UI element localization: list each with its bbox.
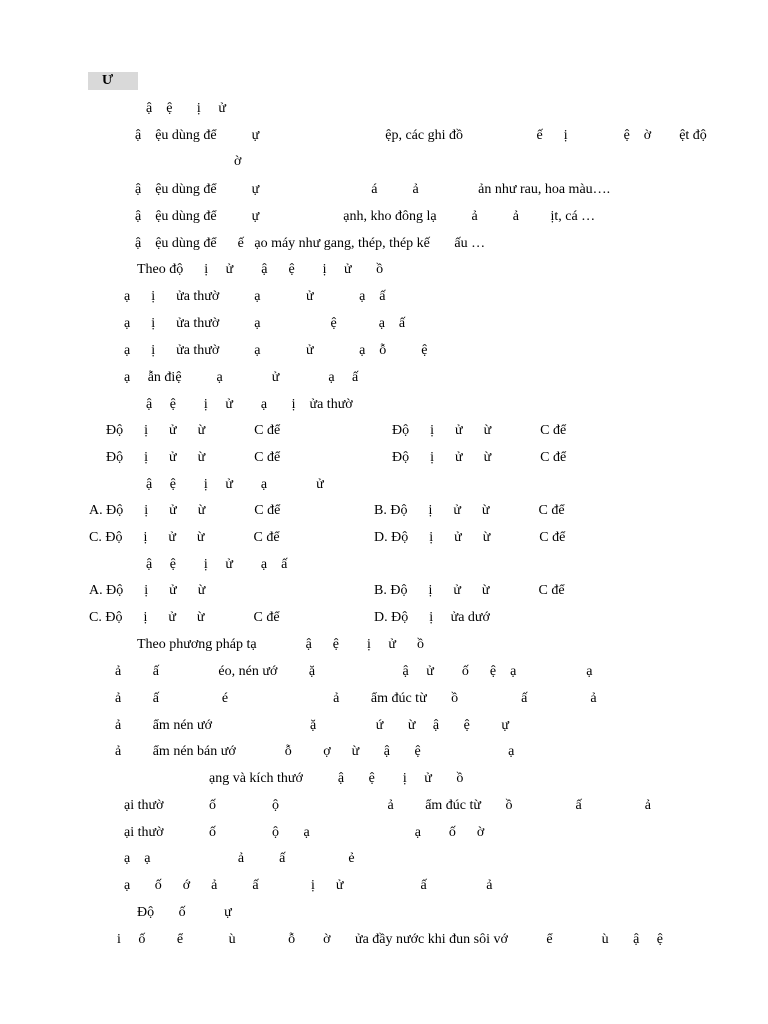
question-text: ậ ệ ị ử ạ ấ [146,557,288,572]
text-line: ờ [234,154,242,169]
answer-option-d: D. Độ ị ử ừ C để [374,530,566,545]
text-line: ả ẩm nén bán ướ ỗ ợ ừ ậ ệ ạ [115,744,515,759]
answer-option-c: C. Độ ị ử ừ C để [89,610,280,625]
text-line: ạ ố ớ ả ấ ị ử ấ ả [124,878,493,893]
answer-option-c: C. Độ ị ử ừ C để [89,530,280,545]
text-line: Theo độ ị ử ậ ệ ị ử ồ [137,262,384,277]
text-line: Độ ị ử ừ C để [392,450,567,465]
text-line: Độ ố ự [137,905,232,920]
text-line: ạ ẫn điệ ạ ử ạ ấ [124,370,359,385]
text-line: ả ẩm nén ướ ặ ứ ừ ậ ệ ự [115,718,509,733]
text-line: ậ ệu dùng để ự á ả ản như rau, hoa màu…. [135,182,611,197]
text-line: ại thườ ố ộ ả ẩm đúc từ ồ ấ ả [124,798,651,813]
text-line: ạ ị ửa thườ ạ ử ạ ỗ ệ [124,343,428,358]
answer-option-a: A. Độ ị ử ừ C để [89,503,281,518]
text-line: ậ ệu dùng để ự ệp, các ghi đồ ế ị ệ ờ ệt độ [135,128,707,143]
text-line: Theo phương pháp tạ ậ ệ ị ử ồ [137,637,424,652]
text-line: ạ ị ửa thườ ạ ử ạ ấ [124,289,386,304]
text-line: ậ ệu dùng để ế ạo máy như gang, thép, thép kế ấu … [135,236,486,251]
text-line: Độ ị ử ừ C để [106,423,281,438]
text-line: ạ ị ửa thườ ạ ệ ạ ấ [124,316,406,331]
text-line: ại thườ ố ộ ạ ạ ố ờ [124,825,485,840]
answer-option-b: B. Độ ị ử ừ C để [374,503,565,518]
text-line: ậ ệ ị ử [146,101,226,116]
answer-option-b: B. Độ ị ử ừ C để [374,583,565,598]
question-text: ậ ệ ị ử ạ ử [146,477,324,492]
text-line: ạng và kích thướ ậ ệ ị ử ồ [209,771,464,786]
text-line: ả ấ éo, nén ướ ặ ậ ử ố ệ ạ ạ [115,664,593,679]
section-header-label: Ư [102,73,114,88]
text-line: ả ấ é ả ẩm đúc từ ồ ấ ả [115,691,597,706]
text-line: Độ ị ử ừ C để [392,423,567,438]
section-header [88,72,138,90]
text-line: Độ ị ử ừ C để [106,450,281,465]
text-line: ậ ệu dùng để ự ạnh, kho đông lạ ả ả ịt, cá … [135,209,596,224]
text-line: ậ ệ ị ử ạ ị ửa thườ [146,397,353,412]
text-line: ạ ạ ả ấ ẻ [124,851,355,866]
answer-option-d: D. Độ ị ửa dướ [374,610,490,625]
answer-option-a: A. Độ ị ử ừ [89,583,206,598]
text-line: i ố ể ù ỗ ờ ửa đầy nước khi đun sôi vớ ể ù ậ ệ [117,932,663,947]
